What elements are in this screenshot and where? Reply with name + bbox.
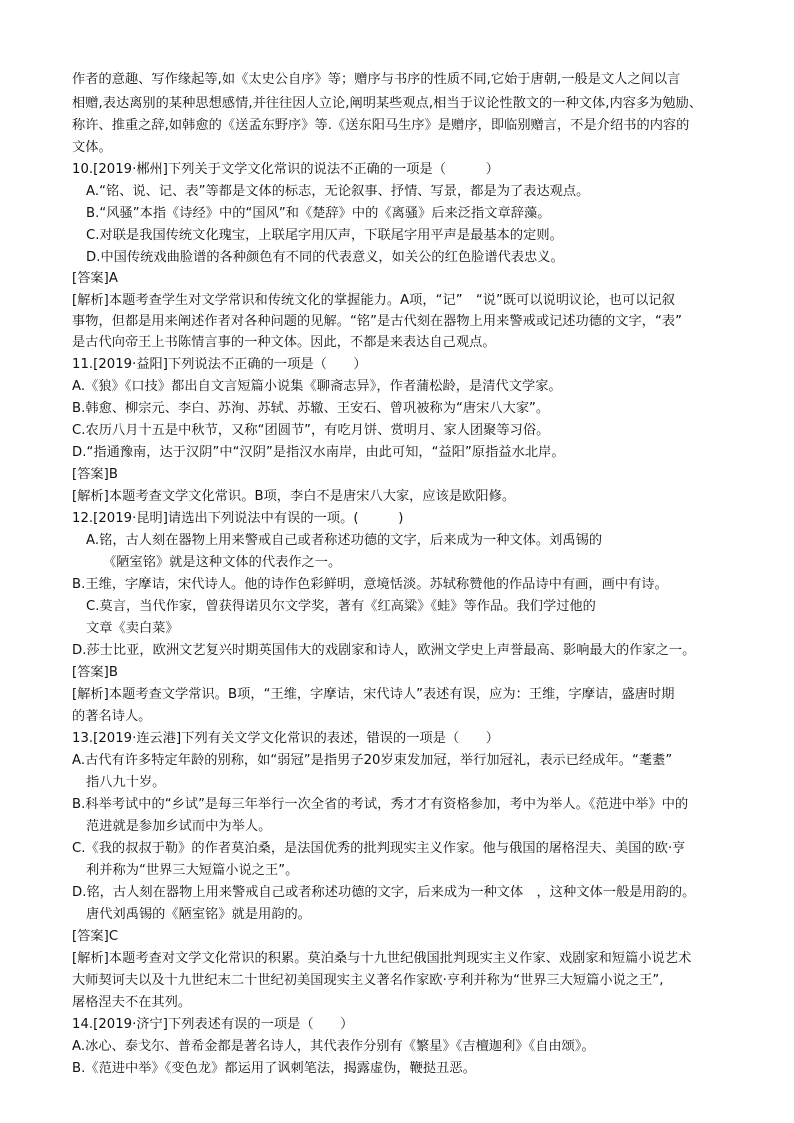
option-a: A.铭，古人刻在器物上用来警戒自己或者称述功德的文字，后来成为一种文体。刘禹锡的	[86, 533, 603, 548]
question-title: 14.[2019·济宁]下列表述有误的一项是（ ）	[72, 1017, 354, 1032]
option-a: A.冰心、泰戈尔、普希金都是著名诗人，其代表作分别有《繁星》《吉檀迦利》《自由颂》。	[72, 1039, 595, 1054]
option-b: B.王维，字摩诘，宋代诗人。他的诗作色彩鲜明，意境恬淡。苏轼称赞他的作品诗中有画，画中有诗。	[72, 577, 668, 592]
text-line: 相赠,表达离别的某种思想感情,并往往因人立论,阐明某些观点,相当于议论性散文的一种文体,内容多为勉励、	[72, 96, 703, 111]
text-line: 文体。	[72, 140, 112, 155]
option-c: C.莫言，当代作家，曾获得诺贝尔文学奖，著有《红高粱》《蛙》等作品。我们学过他的	[86, 599, 596, 614]
option-c-continued: 文章《卖白菜》	[86, 621, 179, 636]
analysis-text: [解析]本题考查学生对文学常识和传统文化的掌握能力。A项，“记” “说”既可以说明议论，也可以记叙	[72, 293, 675, 308]
answer-label: [答案]C	[72, 929, 119, 944]
option-b: B.“风骚”本指《诗经》中的“国风”和《楚辞》中的《离骚》后来泛指文章辞藻。	[86, 206, 551, 221]
analysis-text: 是古代向帝王上书陈情言事的一种文体。因此，不都是来表达自己观点。	[72, 335, 496, 350]
option-c: C.《我的叔叔于勒》的作者莫泊桑，是法国优秀的批判现实主义作家。他与俄国的屠格涅夫、美国的欧·亨	[72, 841, 686, 856]
question-title: 10.[2019·郴州]下列关于文学文化常识的说法不正确的一项是（ ）	[72, 162, 499, 177]
option-a: A.“铭、说、记、表”等都是文体的标志，无论叙事、抒情、写景，都是为了表达观点。	[86, 184, 590, 199]
text-line: 称许、推重之辞,如韩愈的《送孟东野序》等.《送东阳马生序》是赠序，即临别赠言，不是介绍书的内容的	[72, 118, 690, 133]
option-d: D.铭，古人刻在器物上用来警戒自己或者称述功德的文字，后来成为一种文体 ，这种文体一般是用韵的。	[72, 885, 696, 900]
option-a: A.《狼》《口技》都出自文言短篇小说集《聊斋志异》，作者蒲松龄，是清代文学家。	[72, 379, 562, 394]
option-b: B.科举考试中的“乡试”是每三年举行一次全省的考试，秀才才有资格参加，考中为举人。《范进中举》中的	[72, 797, 689, 812]
option-d-continued: 唐代刘禹锡的《陋室铭》就是用韵的。	[86, 907, 312, 922]
option-b: B.《范进中举》《变色龙》都运用了讽刺笔法，揭露虚伪，鞭挞丑恶。	[72, 1061, 476, 1076]
text-line: 作者的意趣、写作缘起等,如《太史公自序》等；赠序与书序的性质不同,它始于唐朝,一般是文人之间以言	[72, 72, 681, 87]
option-a-continued: 指八九十岁。	[86, 775, 166, 790]
option-b-continued: 范进就是参加乡试而中为举人。	[86, 819, 272, 834]
analysis-text: 的著名诗人。	[72, 709, 152, 724]
option-a-continued: 《陋室铭》就是这种文体的代表作之一。	[103, 555, 342, 570]
analysis-text: 屠格涅夫不在其列。	[72, 995, 192, 1010]
question-title: 13.[2019·连云港]下列有关文学文化常识的表述，错误的一项是（ ）	[72, 731, 499, 746]
answer-label: [答案]B	[72, 467, 118, 482]
option-d: D.中国传统戏曲脸谱的各种颜色有不同的代表意义，如关公的红色脸谱代表忠义。	[86, 250, 564, 265]
analysis-text: [解析]本题考查文学文化常识。B项，李白不是唐宋八大家，应该是欧阳修。	[72, 489, 516, 504]
option-d: D.莎士比亚，欧洲文艺复兴时期英国伟大的戏剧家和诗人，欧洲文学史上声誉最高、影响最大的作家之一。	[72, 643, 696, 658]
analysis-text: 大师契诃夫以及十九世纪末二十世纪初美国现实主义著名作家欧·亨利并称为“世界三大短篇小说之王”,	[72, 973, 664, 988]
option-c: C.农历八月十五是中秋节，又称“团圆节”，有吃月饼、赏明月、家人团聚等习俗。	[72, 423, 550, 438]
option-d: D.“指通豫南，达于汉阴”中“汉阴”是指汉水南岸，由此可知，“益阳”原指益水北岸。	[72, 445, 565, 460]
analysis-text: [解析]本题考查文学常识。B项，“王维，字摩诘，宋代诗人”表述有误，应为：王维，字摩诘，盛唐时期	[72, 687, 675, 702]
analysis-text: 事物，但都是用来阐述作者对各种问题的见解。“铭”是古代刻在器物上用来警戒或记述功德的文字，“表”	[72, 314, 682, 329]
option-a: A.古代有许多特定年龄的别称，如“弱冠”是指男子20岁束发加冠，举行加冠礼，表示已经成年。“耄耋”	[72, 753, 673, 768]
question-title: 12.[2019·昆明]请选出下列说法中有误的一项。( )	[72, 511, 404, 526]
option-c-continued: 利并称为“世界三大短篇小说之王”。	[86, 863, 299, 878]
option-c: C.对联是我国传统文化瑰宝，上联尾字用仄声，下联尾字用平声是最基本的定则。	[86, 228, 563, 243]
answer-label: [答案]B	[72, 665, 118, 680]
question-title: 11.[2019·益阳]下列说法不正确的一项是（ ）	[72, 357, 367, 372]
answer-label: [答案]A	[72, 271, 118, 286]
analysis-text: [解析]本题考查对文学文化常识的积累。莫泊桑与十九世纪俄国批判现实主义作家、戏剧家和短篇小说艺术	[72, 951, 692, 966]
option-b: B.韩愈、柳宗元、李白、苏洵、苏轼、苏辙、王安石、曾巩被称为“唐宋八大家”。	[72, 401, 550, 416]
